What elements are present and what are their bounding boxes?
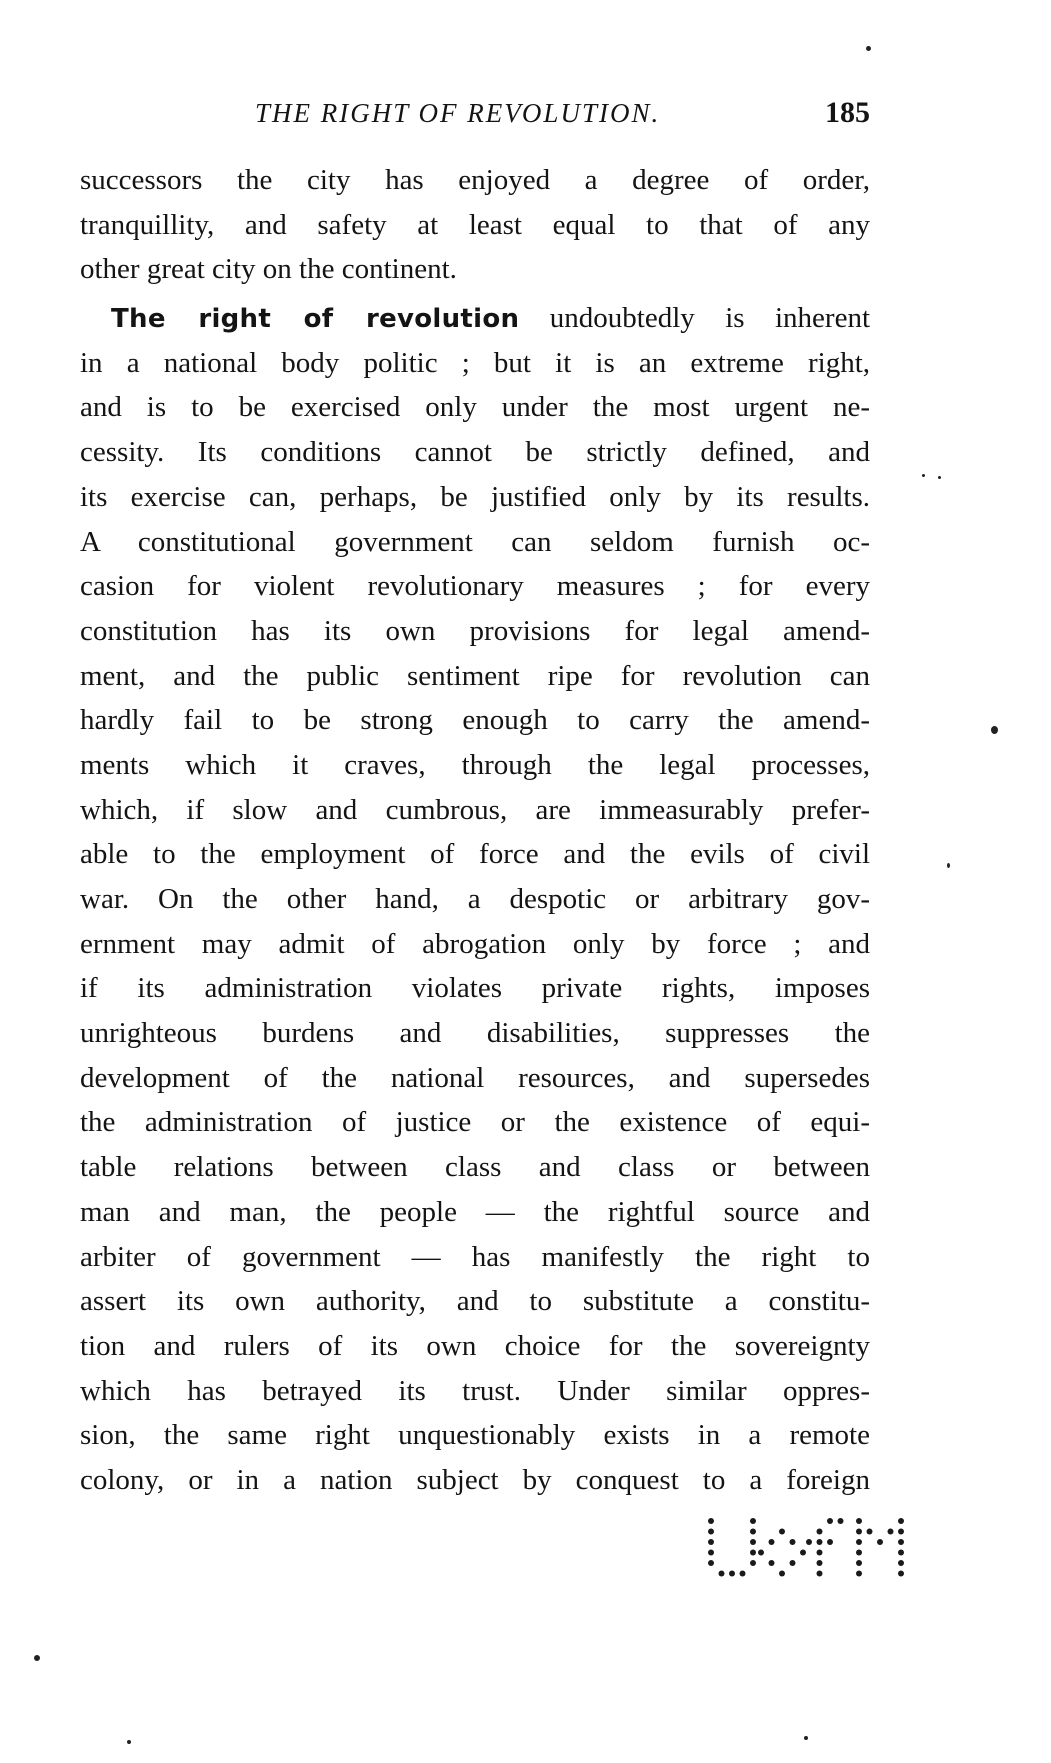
stamp-perforation [817,1539,823,1545]
scan-speck [938,476,941,479]
stamp-perforation [856,1560,862,1566]
perforated-stamp-icon [706,1517,908,1579]
text-line: successors the city has enjoyed a degree of order, [80,164,870,196]
stamp-perforation [708,1550,714,1556]
text-line: if its administration violates private rights, imposes [80,972,870,1005]
stamp-perforation [898,1550,904,1556]
scan-speck [34,1655,40,1661]
text-line: the administration of justice or the existence of equi- [80,1106,870,1139]
stamp-perforation [769,1560,775,1566]
text-line: colony, or in a nation subject by conquest to a foreign [80,1463,870,1496]
stamp-perforation [817,1571,823,1577]
text-line: arbiter of government — has manifestly the right to [80,1240,870,1273]
library-stamp [706,1517,908,1579]
stamp-perforation [750,1539,756,1545]
stamp-perforation [817,1550,823,1556]
text-line: other great city on the continent. [80,253,457,286]
stamp-perforation [856,1518,862,1524]
stamp-perforation [758,1550,764,1556]
text-line: cessity. Its conditions cannot be strictly defined, and [80,436,870,469]
stamp-perforation [856,1550,862,1556]
text-line: hardly fail to be strong enough to carry the amend- [80,704,870,737]
running-title: THE RIGHT OF REVOLUTION. [255,98,661,128]
stamp-perforation [867,1529,873,1535]
stamp-perforation [790,1560,796,1566]
text-line: development of the national resources, and supersedes [80,1061,870,1094]
text-line: tranquillity, and safety at least equal to that of any [80,208,870,241]
text-line: casion for violent revolutionary measures ; for every [80,570,870,603]
text-line: which, if slow and cumbrous, are immeasurably prefer- [80,793,870,826]
stamp-perforation [708,1539,714,1545]
stamp-perforation [856,1539,862,1545]
stamp-perforation [750,1560,756,1566]
text-line: which has betrayed its trust. Under similar oppres- [80,1374,870,1407]
scan-speck [127,1740,131,1744]
text-line: able to the employment of force and the evils of civil [80,838,870,871]
stamp-perforation [898,1518,904,1524]
stamp-perforation [750,1550,756,1556]
text-line-remainder: undoubtedly is inherent [549,302,871,335]
stamp-perforation [800,1550,806,1556]
scan-speck [804,1736,808,1740]
stamp-perforation [790,1539,796,1545]
text-line: sion, the same right unquestionably exists in a remote [80,1419,870,1452]
scan-speck [866,46,871,51]
scan-speck [947,863,950,868]
stamp-perforation [838,1518,844,1524]
text-line: tion and rulers of its own choice for the sovereignty [80,1329,870,1362]
text-line: in a national body politic ; but it is an extreme right, [80,346,870,379]
text-line: constitution has its own provisions for legal amend- [80,614,870,647]
stamp-perforation [898,1571,904,1577]
stamp-perforation [817,1529,823,1535]
text-line: unrighteous burdens and disabilities, suppresses the [80,1017,870,1050]
text-line: ments which it craves, through the legal processes, [80,748,870,781]
text-line: ment, and the public sentiment ripe for revolution can [80,659,870,692]
stamp-perforation [779,1529,785,1535]
stamp-perforation [729,1571,735,1577]
text-line: its exercise can, perhaps, be justified only by its results. [80,480,870,513]
scan-speck [991,726,998,734]
body-text [80,158,870,1503]
stamp-perforation [708,1518,714,1524]
text-line: assert its own authority, and to substitute a constitu- [80,1285,870,1318]
text-line: A constitutional government can seldom furnish oc- [80,525,870,558]
stamp-perforation [769,1539,775,1545]
stamp-perforation [708,1560,714,1566]
stamp-perforation [888,1529,894,1535]
text-line: man and man, the people — the rightful source and [80,1195,870,1228]
text-line: war. On the other hand, a despotic or arbitrary gov- [80,883,870,915]
stamp-perforation [719,1571,725,1577]
text-line: and is to be exercised only under the most urgent ne- [80,391,870,424]
stamp-perforation [856,1571,862,1577]
sidenote-bold-phrase: The right of revolution [111,304,520,335]
stamp-perforation [898,1529,904,1535]
stamp-perforation [827,1539,833,1545]
running-head [80,93,870,133]
stamp-perforation [750,1529,756,1535]
scan-speck [922,474,925,477]
stamp-perforation [856,1529,862,1535]
page-number: 185 [825,96,870,129]
text-line: table relations between class and class or between [80,1151,870,1184]
text-line: ernment may admit of abrogation only by force ; and [80,927,870,960]
stamp-perforation [779,1571,785,1577]
stamp-perforation [877,1539,883,1545]
stamp-perforation [827,1518,833,1524]
paragraph-first-line [80,296,870,341]
stamp-perforation [750,1518,756,1524]
stamp-perforation [817,1560,823,1566]
stamp-perforation [898,1560,904,1566]
stamp-perforation [806,1539,812,1545]
stamp-perforation [740,1571,746,1577]
stamp-perforation [898,1539,904,1545]
stamp-perforation [708,1529,714,1535]
